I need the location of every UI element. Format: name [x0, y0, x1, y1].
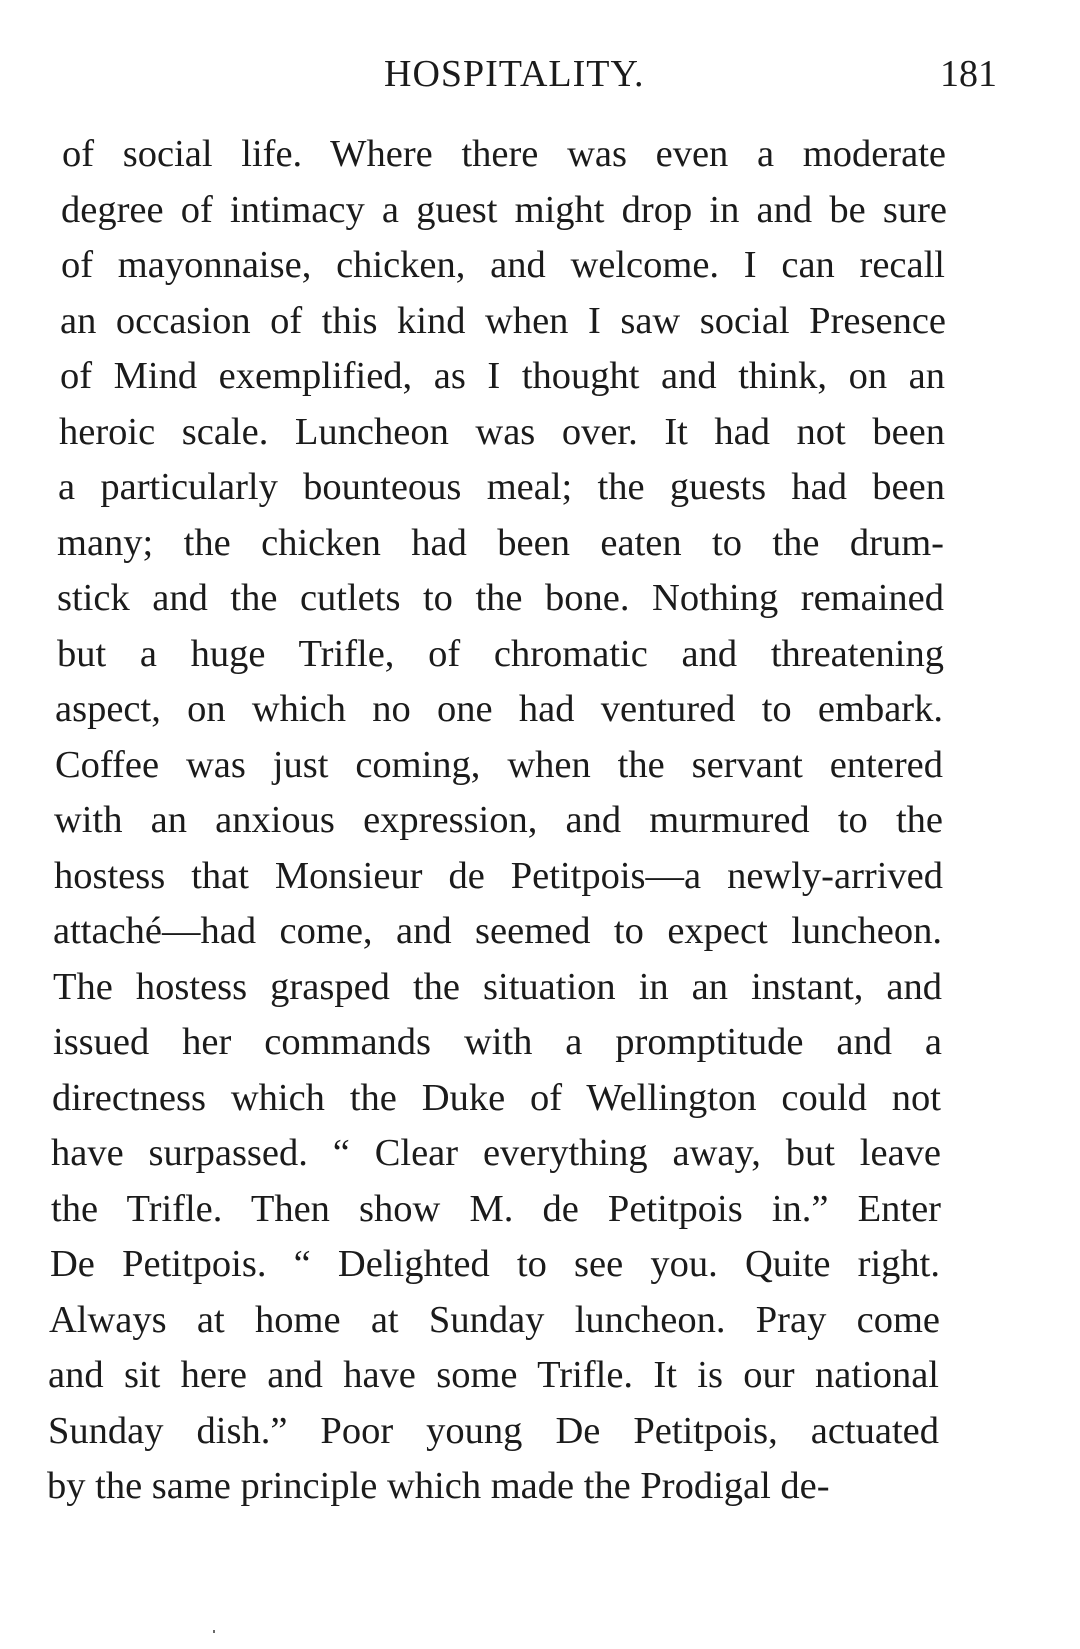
text-line: stick and the cutlets to the bone. Nothing remained [57, 577, 944, 619]
text-line: have surpassed. “ Clear everything away, but leave [51, 1132, 941, 1174]
text-line: of social life. Where there was even a moderate [62, 133, 946, 175]
text-line: De Petitpois. “ Delighted to see you. Quite right. [50, 1243, 940, 1285]
text-line: issued her commands with a promptitude and a [53, 1021, 942, 1063]
running-head [0, 52, 1080, 102]
text-line: by the same principle which made the Prodigal de- [47, 1465, 830, 1507]
text-line: but a huge Trifle, of chromatic and threatening [57, 632, 944, 675]
paper-speck [213, 1630, 215, 1633]
text-line: attaché—had come, and seemed to expect luncheon. [53, 910, 942, 952]
text-line: an occasion of this kind when I saw social Presence [60, 299, 946, 342]
text-line: The hostess grasped the situation in an instant, and [53, 965, 942, 1008]
text-line: aspect, on which no one had ventured to embark. [55, 688, 943, 730]
text-line: heroic scale. Luncheon was over. It had not been [59, 410, 945, 453]
text-line: degree of intimacy a guest might drop in and be sure [61, 188, 947, 231]
text-line: directness which the Duke of Wellington could not [52, 1076, 941, 1119]
text-line: many; the chicken had been eaten to the drum- [57, 521, 944, 564]
text-line: Sunday dish.” Poor young De Petitpois, actuated [48, 1409, 939, 1452]
page-number: 181 [940, 53, 997, 95]
text-line: with an anxious expression, and murmured to the [54, 799, 943, 841]
text-line: of mayonnaise, chicken, and welcome. I can recall [61, 244, 945, 286]
text-line: a particularly bounteous meal; the guests had been [58, 466, 945, 508]
running-title: HOSPITALITY. [384, 53, 645, 95]
text-line: of Mind exemplified, as I thought and think, on an [60, 355, 945, 397]
text-line: Always at home at Sunday luncheon. Pray come [49, 1298, 940, 1341]
text-line: Coffee was just coming, when the servant entered [55, 743, 943, 786]
text-line: and sit here and have some Trifle. It is our national [48, 1354, 939, 1396]
text-line: hostess that Monsieur de Petitpois—a newly-arrived [54, 854, 943, 897]
text-line: the Trifle. Then show M. de Petitpois in.” Enter [51, 1187, 941, 1230]
